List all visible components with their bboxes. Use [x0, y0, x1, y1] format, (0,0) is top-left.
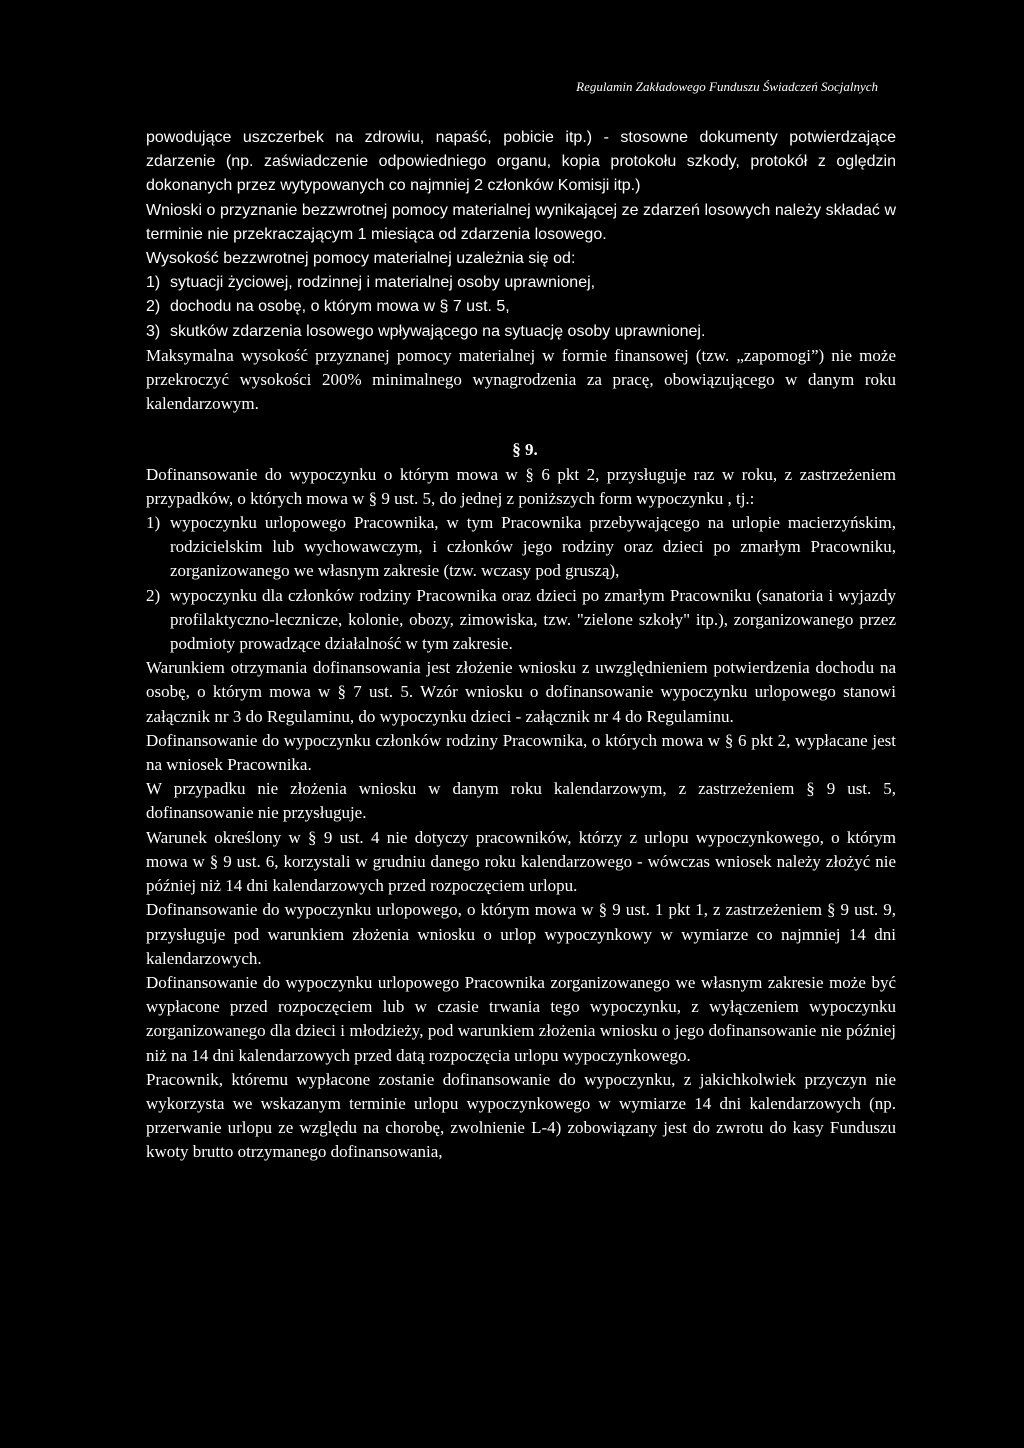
paragraph-application-deadline: Wnioski o przyznanie bezzwrotnej pomocy materialnej wynikającej ze zdarzeń losowych należy składać w terminie nie przekraczającym 1 miesiąca od zdarzenia losowego.	[146, 201, 896, 243]
paragraph-14-days-condition: Dofinansowanie do wypoczynku urlopowego, o którym mowa w § 9 ust. 1 pkt 1, z zastrzeżeniem § 9 ust. 9, przysługuje pod warunkiem złożenia wniosku o urlop wypoczynkowy w wymiarze co najmniej 14 dni kalendarzowych.	[146, 900, 896, 968]
paragraph-aid-amount-intro: Wysokość bezzwrotnej pomocy materialnej uzależnia się od:	[146, 250, 576, 268]
paragraph-max-aid: Maksymalna wysokość przyznanej pomocy materialnej w formie finansowej (tzw. „zapomogi”) nie może przekroczyć wysokości 200% minimalnego wynagrodzenia za pracę, obowiązującego w danym roku kalendarzowym.	[146, 345, 896, 414]
paragraph-family-subsidy: Dofinansowanie do wypoczynku członków rodziny Pracownika, o których mowa w § 6 pkt 2, wypłacane jest na wniosek Pracownika.	[146, 730, 896, 775]
list-item	[146, 511, 896, 584]
list-item-text: wypoczynku urlopowego Pracownika, w tym Pracownika przebywającego na urlopie macierzyńskim, rodzicielskim lub wychowawczym, i członków jego rodziny oraz dzieci po zmarłym Pracowniku, zorganizowanego we własnym zakresie (tzw. wczasy pod gruszą),	[170, 513, 896, 581]
list-item-number: 2)	[146, 298, 161, 316]
list-item	[146, 271, 896, 295]
list-item	[146, 584, 896, 657]
list-item	[146, 320, 896, 344]
list-item-number: 2)	[146, 585, 161, 605]
paragraph-damage-documents: powodujące uszczerbek na zdrowiu, napaść, pobicie itp.) - stosowne dokumenty potwierdzające zdarzenie (np. zaświadczenie odpowiedniego organu, kopia protokołu szkody, protokół z oględzin dokonanych przez wytypowanych co najmniej 2 członków Komisji itp.)	[146, 129, 896, 195]
list-item-number: 1)	[146, 274, 161, 292]
section-heading-9: § 9.	[512, 440, 538, 460]
list-item-text: wypoczynku dla członków rodziny Pracownika oraz dzieci po zmarłym Pracowniku (sanatoria i wyjazdy profilaktyczno-lecznicze, kolonie, obozy, zimowiska, tzw. "zielone szkoły" itp.), zorganizowanego przez podmioty prowadzące działalność w tym zakresie.	[170, 585, 896, 654]
paragraph-payment-timing: Dofinansowanie do wypoczynku urlopowego Pracownika zorganizowanego we własnym zakresie może być wypłacone przed rozpoczęciem lub w czasie trwania tego wypoczynku, z wyłączeniem wypoczynku zorganizowanego dla dzieci i młodzieży, pod warunkiem złożenia wniosku o jego dofinansowanie nie później niż na 14 dni kalendarzowych przed datą rozpoczęcia urlopu wypoczynkowego.	[146, 972, 896, 1065]
paragraph-application-condition: Warunkiem otrzymania dofinansowania jest złożenie wniosku z uwzględnieniem potwierdzenia dochodu na osobę, o którym mowa w § 7 ust. 5. Wzór wniosku o dofinansowanie wypoczynku urlopowego stanowi załącznik nr 3 do Regulaminu, do wypoczynku dzieci - załącznik nr 4 do Regulaminu.	[146, 658, 896, 726]
paragraph-no-application: W przypadku nie złożenia wniosku w danym roku kalendarzowym, z zastrzeżeniem § 9 ust. 5, dofinansowanie nie przysługuje.	[146, 779, 896, 823]
document-body	[146, 126, 896, 1165]
paragraph-refund-obligation: Pracownik, któremu wypłacone zostanie dofinansowanie do wypoczynku, z jakichkolwiek przyczyn nie wykorzysta we wskazanym terminie urlopu wypoczynkowego w wymiarze 14 dni kalendarzowych (np. przerwanie urlopu ze względu na chorobę, zwolnienie L-4) zobowiązany jest do zwrotu do kasy Funduszu kwoty brutto otrzymanego dofinansowania,	[146, 1069, 896, 1162]
list-item-text: dochodu na osobę, o którym mowa w § 7 ust. 5,	[170, 298, 510, 316]
list-item	[146, 295, 896, 319]
paragraph-vacation-subsidy: Dofinansowanie do wypoczynku o którym mowa w § 6 pkt 2, przysługuje raz w roku, z zastrzeżeniem przypadków, o których mowa w § 9 ust. 5, do jednej z poniższych form wypoczynku , tj.:	[146, 464, 896, 508]
paragraph-december-exception: Warunek określony w § 9 ust. 4 nie dotyczy pracowników, którzy z urlopu wypoczynkowego, o którym mowa w § 9 ust. 6, korzystali w grudniu danego roku kalendarzowego - wówczas wniosek należy złożyć nie później niż 14 dni kalendarzowych przed rozpoczęciem urlopu.	[146, 827, 896, 896]
list-item-number: 1)	[146, 513, 161, 533]
list-item-number: 3)	[146, 322, 161, 340]
running-header: Regulamin Zakładowego Funduszu Świadczeń Socjalnych	[576, 79, 878, 94]
list-item-text: sytuacji życiowej, rodzinnej i materialnej osoby uprawnionej,	[170, 274, 596, 292]
list-item-text: skutków zdarzenia losowego wpływającego na sytuację osoby uprawnionej.	[170, 322, 706, 340]
